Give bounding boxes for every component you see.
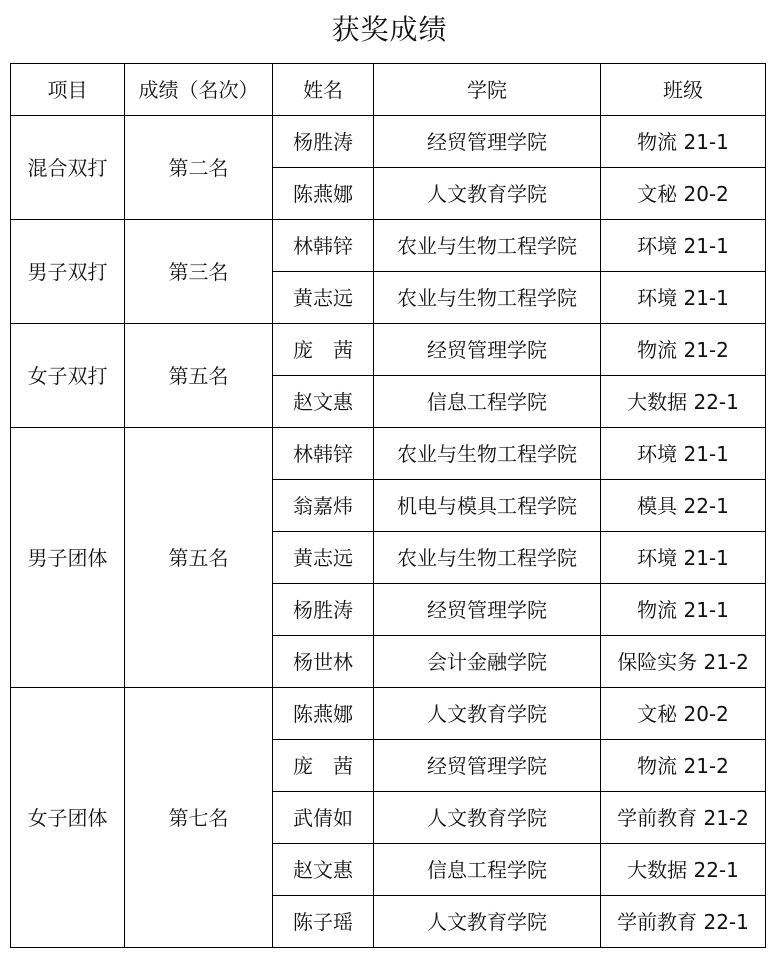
class-cell: 物流 21-2 — [601, 740, 766, 792]
event-cell: 女子团体 — [11, 688, 125, 948]
document-title: 获奖成绩 — [331, 13, 448, 46]
class-cell: 文秘 20-2 — [601, 688, 766, 740]
class-cell: 环境 21-1 — [601, 272, 766, 324]
class-cell: 环境 21-1 — [601, 220, 766, 272]
event-cell: 混合双打 — [11, 116, 125, 220]
awards-table — [10, 63, 766, 948]
college-cell: 信息工程学院 — [374, 844, 601, 896]
header-college: 学院 — [374, 64, 601, 116]
rank-cell: 第三名 — [125, 220, 273, 324]
class-cell: 环境 21-1 — [601, 532, 766, 584]
name-cell: 林韩锌 — [273, 220, 374, 272]
name-cell: 庞 茜 — [273, 740, 374, 792]
college-cell: 人文教育学院 — [374, 688, 601, 740]
name-cell: 庞 茜 — [273, 324, 374, 376]
header-name: 姓名 — [273, 64, 374, 116]
college-cell: 机电与模具工程学院 — [374, 480, 601, 532]
name-cell: 杨胜涛 — [273, 584, 374, 636]
college-cell: 经贸管理学院 — [374, 740, 601, 792]
class-cell: 物流 21-1 — [601, 584, 766, 636]
event-cell: 男子双打 — [11, 220, 125, 324]
college-cell: 信息工程学院 — [374, 376, 601, 428]
table-row — [11, 688, 766, 740]
class-cell: 模具 22-1 — [601, 480, 766, 532]
class-cell: 大数据 22-1 — [601, 376, 766, 428]
header-rank: 成绩（名次） — [125, 64, 273, 116]
name-cell: 赵文惠 — [273, 844, 374, 896]
table-row — [11, 116, 766, 168]
table-row — [11, 428, 766, 480]
name-cell: 陈燕娜 — [273, 688, 374, 740]
name-cell: 黄志远 — [273, 532, 374, 584]
college-cell: 人文教育学院 — [374, 792, 601, 844]
table-header-row — [11, 64, 766, 116]
college-cell: 农业与生物工程学院 — [374, 220, 601, 272]
name-cell: 翁嘉炜 — [273, 480, 374, 532]
college-cell: 经贸管理学院 — [374, 116, 601, 168]
header-event: 项目 — [11, 64, 125, 116]
class-cell: 学前教育 22-1 — [601, 896, 766, 948]
class-cell: 保险实务 21-2 — [601, 636, 766, 688]
name-cell: 陈燕娜 — [273, 168, 374, 220]
name-cell: 林韩锌 — [273, 428, 374, 480]
college-cell: 经贸管理学院 — [374, 324, 601, 376]
class-cell: 环境 21-1 — [601, 428, 766, 480]
name-cell: 黄志远 — [273, 272, 374, 324]
college-cell: 会计金融学院 — [374, 636, 601, 688]
table-row — [11, 324, 766, 376]
name-cell: 杨胜涛 — [273, 116, 374, 168]
college-cell: 农业与生物工程学院 — [374, 428, 601, 480]
table-row — [11, 220, 766, 272]
college-cell: 经贸管理学院 — [374, 584, 601, 636]
college-cell: 农业与生物工程学院 — [374, 272, 601, 324]
rank-cell: 第五名 — [125, 324, 273, 428]
name-cell: 陈子瑶 — [273, 896, 374, 948]
class-cell: 文秘 20-2 — [601, 168, 766, 220]
college-cell: 农业与生物工程学院 — [374, 532, 601, 584]
name-cell: 武倩如 — [273, 792, 374, 844]
college-cell: 人文教育学院 — [374, 168, 601, 220]
class-cell: 大数据 22-1 — [601, 844, 766, 896]
class-cell: 学前教育 21-2 — [601, 792, 766, 844]
rank-cell: 第七名 — [125, 688, 273, 948]
college-cell: 人文教育学院 — [374, 896, 601, 948]
name-cell: 赵文惠 — [273, 376, 374, 428]
class-cell: 物流 21-2 — [601, 324, 766, 376]
class-cell: 物流 21-1 — [601, 116, 766, 168]
event-cell: 男子团体 — [11, 428, 125, 688]
event-cell: 女子双打 — [11, 324, 125, 428]
header-class: 班级 — [601, 64, 766, 116]
name-cell: 杨世林 — [273, 636, 374, 688]
rank-cell: 第五名 — [125, 428, 273, 688]
rank-cell: 第二名 — [125, 116, 273, 220]
